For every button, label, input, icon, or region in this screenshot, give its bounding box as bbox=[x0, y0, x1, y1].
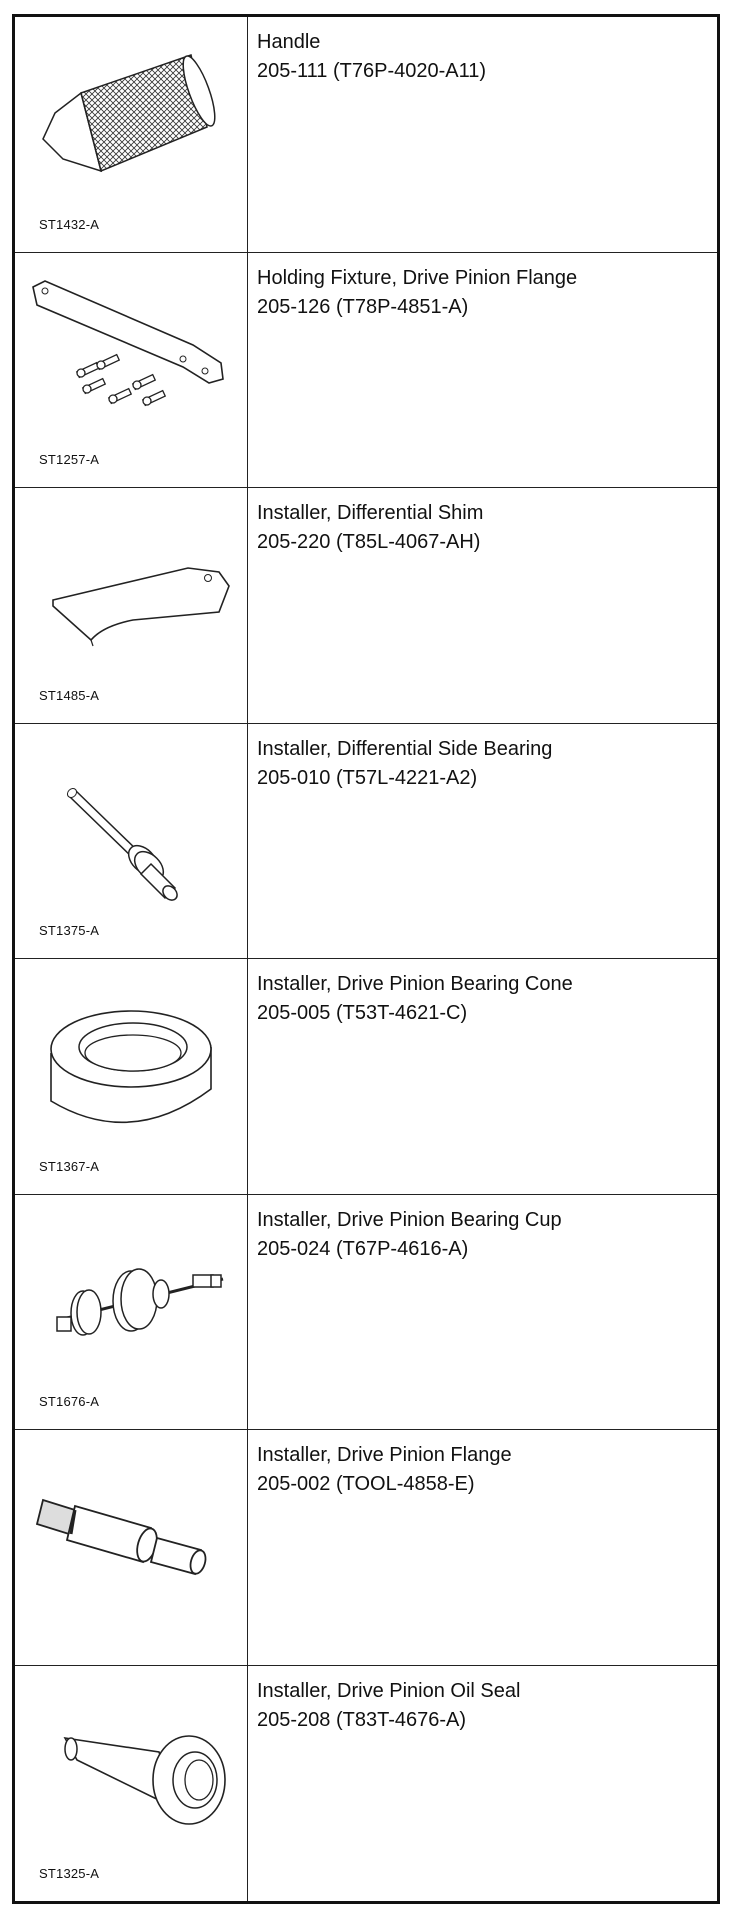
tool-description bbox=[248, 253, 717, 488]
shim-installer-tool-icon bbox=[23, 502, 238, 682]
flange-installer-tool-icon bbox=[23, 1444, 238, 1624]
illustration-cell bbox=[15, 488, 248, 723]
tool-description bbox=[248, 1430, 717, 1665]
table-row bbox=[15, 488, 717, 724]
bearing-cone-installer-tool-icon bbox=[23, 973, 238, 1153]
table-row bbox=[15, 17, 717, 253]
tool-name: Installer, Drive Pinion Flange bbox=[257, 1444, 512, 1466]
illustration-code: ST1676-A bbox=[39, 1394, 100, 1409]
illustration-cell bbox=[15, 17, 248, 252]
table-row bbox=[15, 253, 717, 489]
tool-name: Installer, Drive Pinion Oil Seal bbox=[257, 1679, 521, 1702]
table-row bbox=[15, 1195, 717, 1431]
illustration-cell bbox=[15, 253, 248, 488]
tool-description bbox=[248, 1666, 717, 1902]
illustration-cell bbox=[15, 1195, 248, 1430]
illustration-code: ST1325-A bbox=[39, 1866, 100, 1881]
tool-number: 205-126 (T78P-4851-A) bbox=[257, 295, 469, 318]
tool-number: 205-111 (T76P-4020-A11) bbox=[257, 60, 487, 82]
tool-name: Holding Fixture, Drive Pinion Flange bbox=[257, 266, 578, 289]
special-tools-table bbox=[12, 14, 720, 1904]
tool-number: 205-002 (TOOL-4858-E) bbox=[257, 1473, 475, 1495]
tool-name: Handle bbox=[257, 31, 321, 53]
tool-number: 205-024 (T67P-4616-A) bbox=[257, 1237, 469, 1260]
table-row bbox=[15, 724, 717, 960]
tool-name: Installer, Drive Pinion Bearing Cup bbox=[257, 1208, 562, 1231]
side-bearing-installer-tool-icon bbox=[23, 738, 238, 918]
illustration-code: ST1257-A bbox=[39, 452, 100, 467]
table-row bbox=[15, 959, 717, 1195]
tool-description bbox=[248, 1195, 717, 1430]
illustration-code: ST1432-A bbox=[39, 216, 100, 232]
illustration-code: ST1367-A bbox=[39, 1158, 100, 1174]
tool-description bbox=[248, 17, 717, 252]
tool-number: 205-010 (T57L-4221-A2) bbox=[257, 766, 478, 789]
illustration-cell bbox=[15, 1666, 248, 1902]
handle-tool-icon bbox=[23, 31, 238, 211]
illustration-cell bbox=[15, 959, 248, 1194]
tool-number: 205-220 (T85L-4067-AH) bbox=[257, 531, 481, 553]
tool-description bbox=[248, 724, 717, 959]
illustration-code: ST1375-A bbox=[39, 923, 100, 938]
tool-number: 205-005 (T53T-4621-C) bbox=[257, 1002, 468, 1024]
oil-seal-installer-tool-icon bbox=[23, 1680, 238, 1860]
tool-name: Installer, Differential Shim bbox=[257, 502, 484, 524]
illustration-cell bbox=[15, 1430, 248, 1665]
table-row bbox=[15, 1430, 717, 1666]
bearing-cup-installer-tool-icon bbox=[23, 1209, 238, 1389]
tool-description bbox=[248, 488, 717, 723]
table-row bbox=[15, 1666, 717, 1902]
tool-description bbox=[248, 959, 717, 1194]
tool-number: 205-208 (T83T-4676-A) bbox=[257, 1708, 467, 1731]
tool-name: Installer, Differential Side Bearing bbox=[257, 737, 553, 760]
illustration-code: ST1485-A bbox=[39, 687, 100, 703]
tool-name: Installer, Drive Pinion Bearing Cone bbox=[257, 973, 573, 995]
illustration-cell bbox=[15, 724, 248, 959]
holding-fixture-tool-icon bbox=[23, 267, 238, 447]
